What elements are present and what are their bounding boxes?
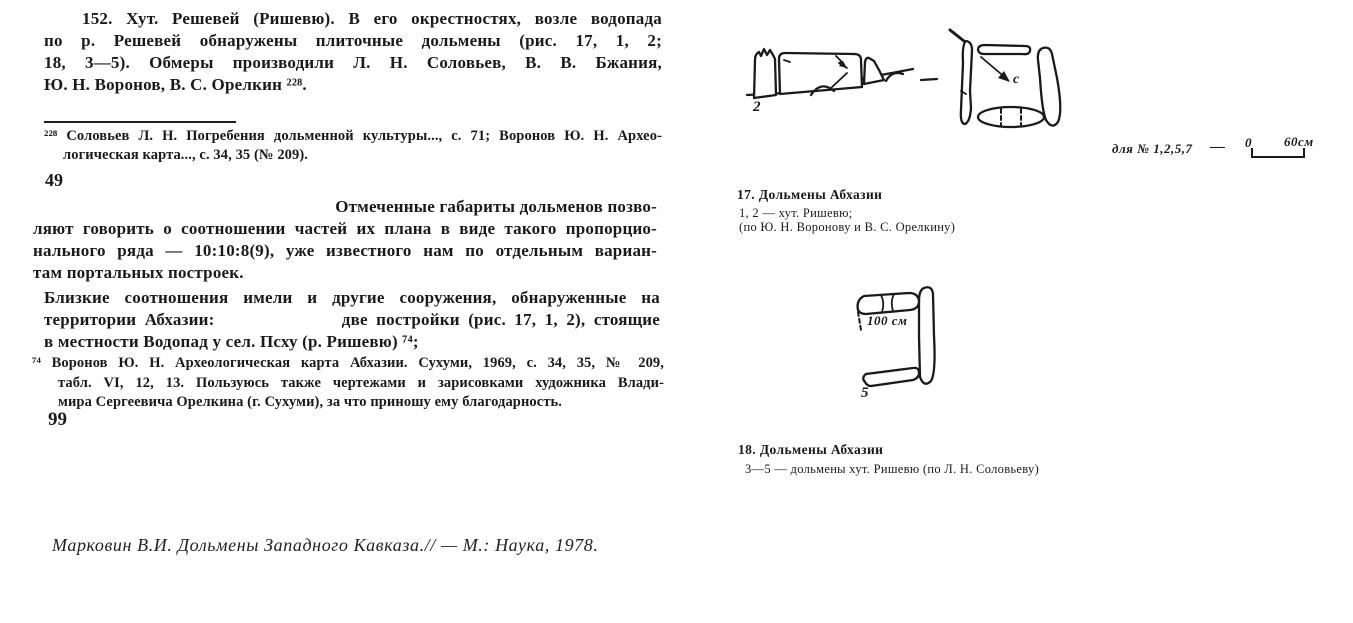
fig18-caption-line1: 3—5 — дольмены хут. Ришевю (по Л. Н. Соловьеву) [745, 462, 1040, 476]
footnote-74 [32, 354, 664, 413]
fig18-label-100cm: 100 см [867, 313, 908, 328]
text-line: табл. VI, 12, 13. Пользуюсь также чертежами и зарисовками художника Влади- [58, 374, 664, 391]
text-line: 152. Хут. Решевей (Ришевю). В его окрестностях, возле водопада [82, 9, 662, 28]
text-line: Близкие соотношения имели и другие сооружения, обнаруженные на [44, 288, 660, 307]
scale-dash: — [1210, 139, 1226, 155]
text-line: ⁷⁴ Воронов Ю. Н. Археологическая карта Абхазии. Сухуми, 1969, с. 34, 35, № 209, [32, 355, 664, 371]
text-line: по р. Решевей обнаружены плиточные дольмены (рис. 17, 1, 2; [44, 31, 662, 50]
text-line: мира Сергеевича Орелкина (г. Сухуми), за что приношу ему благодарность. [58, 394, 563, 410]
paragraph-gabarity [33, 196, 657, 284]
footnote-228 [44, 127, 662, 165]
text-line: там портальных построек. [33, 263, 244, 282]
text-line: ляют говорить о соотношении частей их плана в виде такого пропорцио- [33, 219, 657, 238]
fig17-caption-line2: (по Ю. Н. Воронову и В. С. Орелкину) [739, 219, 956, 234]
figure-17-caption [737, 187, 955, 234]
text-line: ²²⁸ Соловьев Л. Н. Погребения дольменной культуры..., с. 71; Воронов Ю. Н. Архео- [44, 128, 662, 144]
footnote-rule [44, 121, 236, 123]
text-line: логическая карта..., с. 34, 35 (№ 209). [63, 147, 309, 163]
page-number-49: 49 [45, 170, 63, 190]
text-line: 18, 3—5). Обмеры производили Л. Н. Соловьев, В. В. Бжания, [44, 53, 662, 72]
text-line: нального ряда — 10:10:8(9), уже известного нам по отдельным вариан- [33, 241, 657, 260]
fig17-caption-line1: 1, 2 — хут. Ришевю; [739, 206, 853, 220]
fig18-caption-title: 18. Дольмены Абхазии [738, 442, 884, 457]
text-line: в местности Водопад у сел. Псху (р. Ришевю) ⁷⁴; [44, 332, 419, 351]
fig17-caption-title: 17. Дольмены Абхазии [737, 187, 883, 202]
text-line: Отмеченные габариты дольменов позво- [335, 197, 657, 216]
fig17-label-2: 2 [753, 99, 761, 115]
text-line: территории Абхазии: две постройки (рис. 17, 1, 2), стоящие [44, 310, 660, 329]
paragraph-blizkie [44, 287, 660, 353]
paragraph-152 [44, 8, 662, 96]
scale-zero-label: 0 [1245, 135, 1252, 150]
scale-bar [1251, 148, 1305, 158]
fig17-plan-view [950, 30, 1060, 127]
book-citation: Марковин В.И. Дольмены Западного Кавказа.// — М.: Наука, 1978. [52, 535, 599, 555]
figure-17-drawings [735, 3, 1125, 143]
fig18-label-5: 5 [861, 385, 869, 401]
page-number-99: 99 [48, 409, 67, 430]
scale-end-label: 60см [1284, 134, 1314, 149]
fig17-scale-note: для № 1,2,5,7 [1112, 141, 1193, 156]
figure-18-caption [738, 442, 1039, 477]
fig17-drawing-svg [735, 3, 1125, 143]
text-line: Ю. Н. Воронов, В. С. Орелкин ²²⁸. [44, 75, 307, 94]
fig17-label-c: c [1013, 72, 1020, 87]
fig17-side-view [747, 49, 937, 98]
